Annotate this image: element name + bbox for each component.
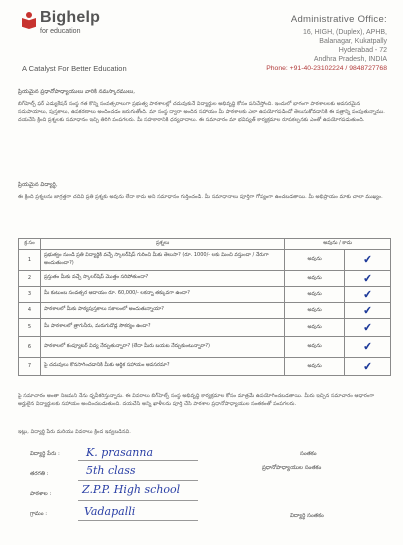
checkmark-icon: ✔	[362, 287, 373, 301]
answer-checkbox[interactable]	[345, 336, 391, 357]
row-answer: అవును	[285, 286, 345, 302]
row-answer: అవును	[285, 270, 345, 286]
answer-checkbox[interactable]	[345, 270, 391, 286]
row-question: మీ కుటుంబ సంవత్సర ఆదాయం రూ. 60,000/- లకన్నా తక్కువగా ఉందా?	[40, 286, 284, 302]
intro-paragraph: బిగ్‌హెల్ప్ ఫర్ ఎడ్యుకేషన్ సంస్థ గత కొన్ని సంవత్సరాలుగా ప్రభుత్వ పాఠశాలల్లో చదువుకునే విద్యార్థుల అభివృద్ధి కోసం పనిచేస్తోంది. ఇందులో భాగంగా పాఠశాలలకు అవసరమైన సదుపాయాలు, పుస్తకాలు, ఉపకరణాలు అందించడం జరుగుతోంది. మా సంస్థ ద్వారా అందిన సహాయం మీ పాఠశాలకు ఎలా ఉపయోగపడిందో తెలుసుకోవడానికి ఈ పత్రాన్ని పంపుతున్నాము. దయచేసి క్రింది ప్రశ్నలకు సమాధానం ఇచ్చి తిరిగి పంపగలరు. మీ సహకారానికి ధన్యవాదాలు. ఈ సమాచారం మా భవిష్యత్ కార్యక్రమాల రూపకల్పనకు ఎంతో ఉపయోగపడుతుంది.	[18, 101, 385, 124]
class-label: తరగతి :	[30, 471, 49, 477]
checkmark-icon: ✔	[362, 320, 373, 334]
checkmark-icon: ✔	[362, 339, 373, 354]
answer-checkbox[interactable]	[345, 302, 391, 318]
brand-subtitle: for education	[40, 28, 81, 35]
answer-checkbox[interactable]	[345, 318, 391, 336]
checkmark-icon: ✔	[362, 271, 373, 285]
brand-name: Bighelp	[40, 9, 101, 26]
row-number: 5	[19, 318, 41, 336]
row-question: ప్రభుత్వం నుండి ప్రతి విద్యార్థికి వచ్చే స్కాలర్‌షిప్ గురించి మీకు తెలుసా? (రూ. 1000/- లకు మించి వస్తుందా / నేరుగా అందుతుందా?)	[40, 249, 284, 270]
row-number: 3	[19, 286, 41, 302]
school-field[interactable]: Z.P.P. High school	[82, 483, 181, 496]
header-answer: అవును / కాదు	[285, 239, 391, 250]
student-name-label: విద్యార్థి పేరు :	[30, 451, 60, 457]
table-row	[19, 270, 391, 286]
bighelp-logo-icon	[22, 12, 36, 30]
row-answer: అవును	[285, 357, 345, 375]
row-number: 1	[19, 249, 41, 270]
table-row	[19, 302, 391, 318]
signature-label: సంతకం	[300, 451, 317, 457]
checkmark-icon: ✔	[362, 303, 373, 317]
row-question: మీ పాఠశాలలో త్రాగునీరు, మరుగుదొడ్ల సౌకర్యం ఉందా?	[40, 318, 284, 336]
row-number: 6	[19, 336, 41, 357]
answer-checkbox[interactable]	[345, 357, 391, 375]
closing-line: ఇట్లు, విద్యార్థి పేరు మరియు వివరాలు క్రింద ఇవ్వబడినవి.	[18, 429, 131, 435]
row-number: 2	[19, 270, 41, 286]
headmaster-signature-label: ప్రధానోపాధ్యాయుల సంతకం	[262, 465, 322, 471]
student-name-field[interactable]: K. prasanna	[86, 446, 153, 459]
village-label: గ్రామం :	[30, 511, 48, 517]
questionnaire-table	[18, 238, 391, 376]
row-answer: అవును	[285, 318, 345, 336]
row-answer: అవును	[285, 336, 345, 357]
greeting-headmaster: ప్రియమైన ప్రధానోపాధ్యాయులు వారికి నమస్కారములు,	[18, 89, 136, 95]
row-question: పాఠశాలలో మీకు పాఠ్యపుస్తకాలు సకాలంలో అందుతున్నాయా?	[40, 302, 284, 318]
student-signature-label: విద్యార్థి సంతకం	[290, 513, 324, 519]
header-serial: క్ర.సం	[19, 239, 41, 250]
answer-checkbox[interactable]	[345, 286, 391, 302]
row-question: పాఠశాలలో కంప్యూటర్ విద్య నేర్పుతున్నారా? (లేదా మీరు బయట నేర్చుకుంటున్నారా?)	[40, 336, 284, 357]
table-row	[19, 357, 391, 375]
instructions-paragraph: ఈ క్రింది ప్రశ్నలను జాగ్రత్తగా చదివి ప్రతి ప్రశ్నకు అవును లేదా కాదు అని సమాధానం గుర్తించండి. మీ సమాధానాలు పూర్తిగా గోప్యంగా ఉంచబడతాయి. మీ అభిప్రాయం మాకు చాలా ముఖ్యం.	[18, 194, 383, 200]
row-question: ప్రస్తుతం మీకు వచ్చే స్కాలర్‌షిప్ మొత్తం సరిపోతుందా?	[40, 270, 284, 286]
office-address	[247, 14, 387, 73]
greeting-student: ప్రియమైన విద్యార్థి,	[18, 182, 58, 188]
school-label: పాఠశాల :	[30, 491, 52, 497]
answer-checkbox[interactable]	[345, 249, 391, 270]
header-question: ప్రశ్నలు	[40, 239, 284, 250]
checkmark-icon: ✔	[362, 359, 373, 373]
table-row	[19, 336, 391, 357]
class-field[interactable]: 5th class	[86, 464, 136, 477]
divider	[78, 480, 198, 481]
row-answer: అవును	[285, 302, 345, 318]
row-question: పై చదువులు కొనసాగించడానికి మీకు ఆర్థిక సహాయం అవసరమా?	[40, 357, 284, 375]
address-line: Balanagar, Kukatpally	[319, 38, 387, 45]
row-number: 4	[19, 302, 41, 318]
address-line: Andhra Pradesh, INDIA	[313, 56, 387, 63]
divider	[78, 460, 198, 461]
tagline: A Catalyst For Better Education	[22, 64, 127, 73]
table-header-row	[19, 239, 391, 250]
checkmark-icon: ✔	[362, 252, 373, 267]
table-row	[19, 286, 391, 302]
divider	[78, 500, 198, 501]
address-line: 16, HIGH, (Duplex), APHB,	[302, 29, 387, 36]
phone-number: Phone: +91-40-23102224 / 9848727768	[266, 65, 387, 72]
declaration-paragraph: పై సమాచారం అంతా నిజమని నేను ధృవీకరిస్తున్నాను. ఈ వివరాలు బిగ్‌హెల్ప్ సంస్థ అభివృద్ధి కార్యక్రమాల కోసం మాత్రమే ఉపయోగించబడతాయి. మీరు ఇచ్చిన సమాచారం ఆధారంగా అర్హులైన విద్యార్థులకు సహాయం అందించబడుతుంది. దయచేసి అన్ని ఖాళీలను పూర్తి చేసి పాఠశాల ప్రధానోపాధ్యాయుల సంతకంతో పంపగలరు.	[18, 393, 375, 408]
village-field[interactable]: Vadapalli	[84, 505, 136, 518]
row-number: 7	[19, 357, 41, 375]
table-row	[19, 249, 391, 270]
address-line: Hyderabad - 72	[338, 47, 387, 54]
table-row	[19, 318, 391, 336]
divider	[78, 520, 198, 521]
office-title: Administrative Office:	[290, 14, 387, 25]
row-answer: అవును	[285, 249, 345, 270]
